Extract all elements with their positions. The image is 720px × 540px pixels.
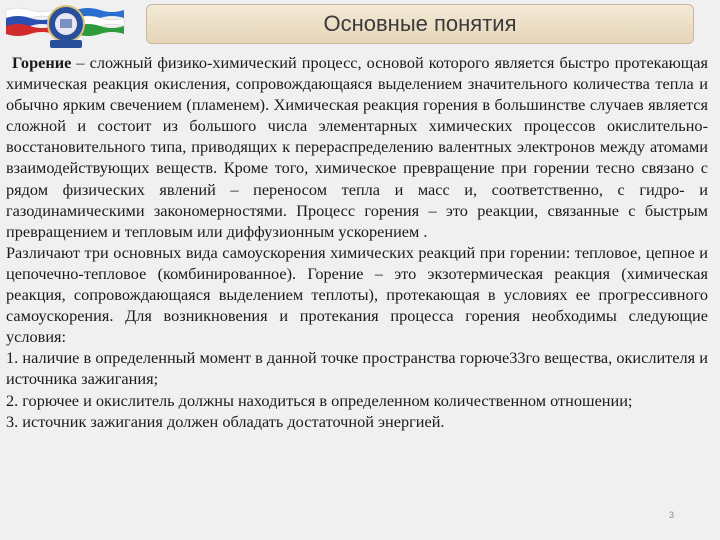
definition-paragraph: [6, 52, 708, 242]
term-bold: Горение: [12, 53, 72, 72]
condition-item: 1. наличие в определенный момент в данной точке пространства горюче33го вещества, окислителя и источника зажигания;: [6, 348, 708, 389]
page-number: 3: [669, 510, 675, 520]
slide-title: [146, 4, 694, 44]
condition-item: 2. горючее и окислитель должны находиться в определенном количественном отношении;: [6, 390, 633, 410]
condition-item: 3. источник зажигания должен обладать достаточной энергией.: [6, 411, 445, 431]
body-text: [6, 52, 708, 432]
flag-emblem-icon: [4, 2, 128, 50]
definition-text: – сложный физико-химический процесс, основой которого является быстро протекающая химическая реакция окисления, сопровождающаяся выделением значительного количества тепла и обычно ярким свечением (пламенем). Химическая реакция горения в большинстве случаев является сложной и состоит из большого числа элементарных химических процессов окислительно-восстановительного типа, приводящих к перераспределению валентных электронов между атомами взаимодействующих веществ. Кроме того, химическое превращение при горении тесно связано с рядом физических явлений – переносом тепла и масс и, соответственно, с гидро- и газодинамическими закономерностями. Процесс горения – это реакции, связанные с быстрым превращением и тепловым или диффузионным ускорением .: [6, 53, 708, 241]
types-paragraph: Различают три основных вида самоускорения химических реакций при горении: тепловое, цепное и цепочечно-тепловое (комбинированное). Горение – это экзотермическая реакция (химическая реакция, сопровождающаяся выделением теплоты), протекающая в условиях ее прогрессивного самоускорения. Для возникновения и протекания процесса горения необходимы следующие условия:: [6, 242, 708, 347]
slide-title-text: Основные понятия: [323, 11, 517, 36]
